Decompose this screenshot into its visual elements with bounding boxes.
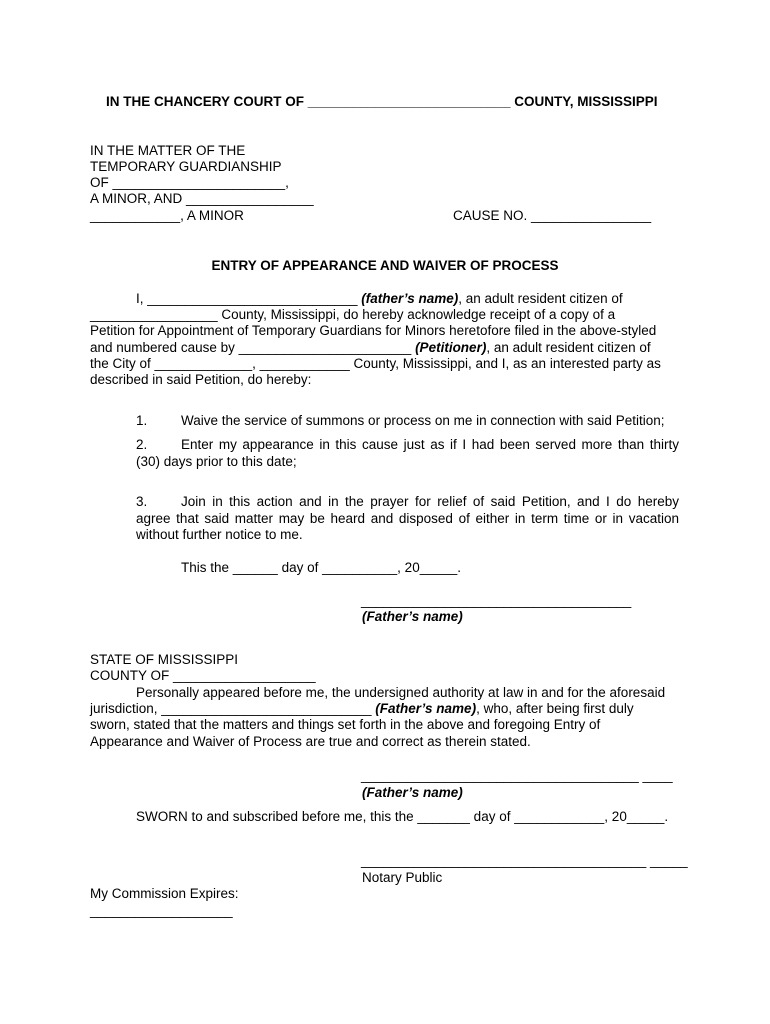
item-2-line-1: Enter my appearance in this cause just as if I had been served more than thirty [181, 437, 679, 452]
notary-label: Notary Public [362, 870, 443, 885]
intro-line-4 [90, 340, 651, 356]
item-1-number: 1. [136, 413, 148, 428]
court-county-blank: ___________________________ [307, 94, 511, 109]
intro-line-1-c: , an adult resident citizen of [458, 291, 623, 306]
intro-line-1 [136, 291, 623, 307]
item-3-line-1: Join in this action and in the prayer for relief of said Petition, and I do hereby [181, 494, 679, 509]
intro-line-3: Petition for Appointment of Temporary Guardians for Minors heretofore filed in the above-styled [90, 323, 657, 338]
sworn-line: SWORN to and subscribed before me, this the _______ day of ____________, 20_____. [136, 809, 669, 824]
petitioner-label: (Petitioner) [415, 340, 487, 355]
fathers-name-label: (father’s name) [361, 291, 459, 306]
affidavit-line-2-c: , who, after being first duly [476, 701, 634, 716]
matter-line-5: ____________, A MINOR [90, 208, 244, 223]
commission-blank: ___________________ [90, 903, 233, 918]
matter-line-4: A MINOR, AND _________________ [90, 191, 314, 206]
intro-line-6: described in said Petition, do hereby: [90, 372, 312, 387]
affidavit-line-4: Appearance and Waiver of Process are true and correct as therein stated. [90, 734, 531, 749]
affidavit-line-3: sworn, stated that the matters and things set forth in the above and foregoing Entry of [90, 717, 601, 732]
affidavit-line-1: Personally appeared before me, the undersigned authority at law in and for the aforesaid [136, 685, 666, 700]
intro-line-4-c: , an adult resident citizen of [486, 340, 651, 355]
item-3-line-2: agree that said matter may be heard and disposed of either in term time or in vacation [136, 511, 679, 526]
matter-line-1: IN THE MATTER OF THE [90, 143, 246, 158]
item-3-line-3: without further notice to me. [136, 527, 303, 542]
document-title: ENTRY OF APPEARANCE AND WAIVER OF PROCESS [211, 258, 559, 273]
court-heading [106, 94, 658, 110]
court-heading-left: IN THE CHANCERY COURT OF [106, 94, 305, 109]
affidavit-line-2-a: jurisdiction, ____________________________ [90, 701, 372, 716]
date-line: This the ______ day of __________, 20_____. [181, 560, 461, 575]
intro-line-1-a: I, ____________________________ [136, 291, 358, 306]
signature-line-father-2: _____________________________________ ____ [361, 768, 673, 783]
affidavit-fathers-name-label: (Father’s name) [375, 701, 477, 716]
item-1-line-1: Waive the service of summons or process on me in connection with said Petition; [181, 413, 665, 428]
affidavit-line-2 [90, 701, 634, 717]
commission-label: My Commission Expires: [90, 886, 239, 901]
county-heading: COUNTY OF ___________________ [90, 668, 316, 683]
item-2-number: 2. [136, 437, 148, 452]
signature-line-father: ____________________________________ [361, 593, 632, 608]
court-heading-right: COUNTY, MISSISSIPPI [514, 94, 658, 109]
signature-label-father: (Father’s name) [362, 609, 463, 624]
matter-line-3: OF _______________________, [90, 175, 289, 190]
matter-line-2: TEMPORARY GUARDIANSHIP [90, 159, 282, 174]
intro-line-5: the City of _____________, ____________ County, Mississippi, and I, as an interested party as [90, 356, 661, 371]
signature-label-father-2: (Father’s name) [362, 785, 463, 800]
item-2-line-2: (30) days prior to this date; [136, 454, 297, 469]
notary-signature-line: ______________________________________ _____ [361, 853, 688, 868]
cause-number: CAUSE NO. ________________ [453, 208, 652, 223]
item-3-number: 3. [136, 494, 148, 509]
intro-line-4-a: and numbered cause by _______________________ [90, 340, 412, 355]
intro-line-2: _________________ County, Mississippi, do hereby acknowledge receipt of a copy of a [90, 307, 616, 322]
state-heading: STATE OF MISSISSIPPI [90, 652, 239, 667]
